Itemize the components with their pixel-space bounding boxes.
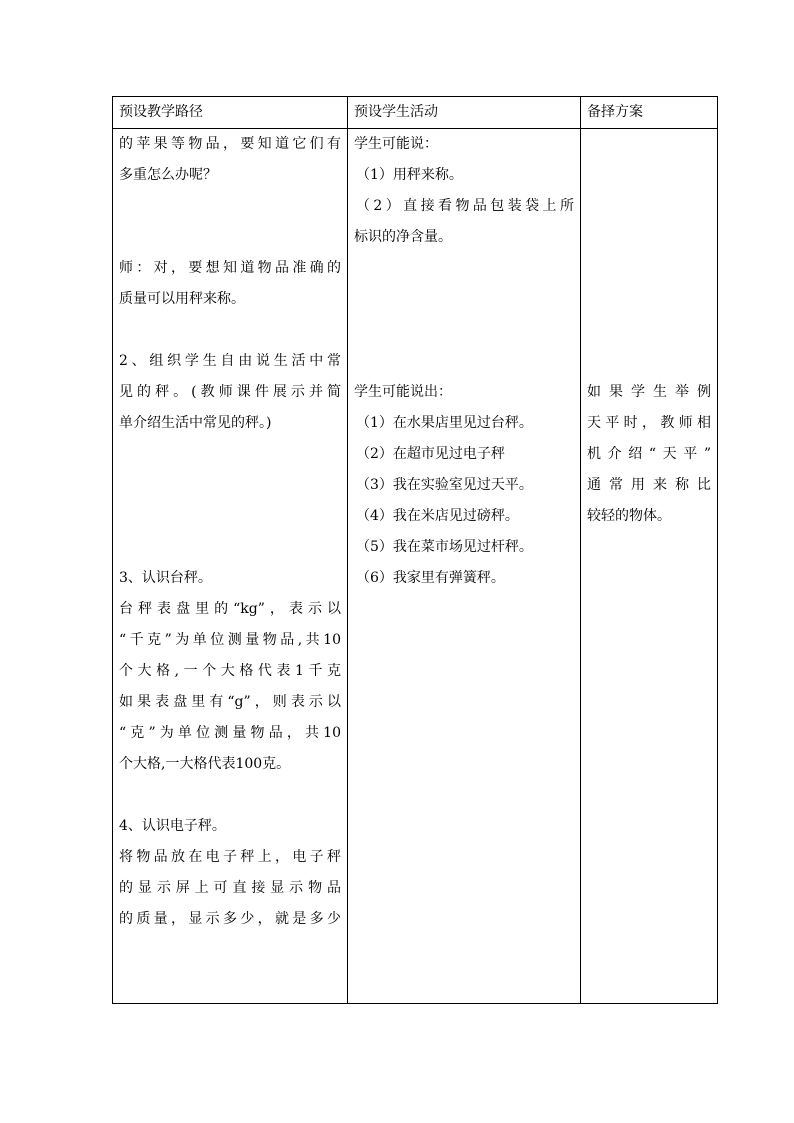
text-line: “克”为单位测量物品，共10	[119, 725, 341, 741]
header-teaching-path: 预设教学路径	[113, 97, 348, 129]
text-line: 3、认识台秤。	[119, 570, 212, 586]
table-header-row	[113, 97, 718, 129]
text-line: 标识的净含量。	[354, 229, 452, 245]
header-student-activity: 预设学生活动	[348, 97, 581, 129]
text-line: 见的秤。(教师课件展示并简	[119, 384, 341, 400]
text-line: 个大格,一大格代表100克。	[119, 756, 291, 772]
text-line: 学生可能说出：	[354, 384, 452, 400]
text-line: （2）在超市见过电子秤	[356, 446, 505, 462]
text-line: 如果学生举例	[587, 384, 711, 400]
text-line: 天平时，教师相	[587, 415, 711, 431]
text-line: “千克”为单位测量物品,共10	[119, 632, 341, 648]
text-line: 的质量，显示多少，就是多少	[119, 911, 341, 927]
alternative-plan-cell	[581, 129, 718, 1004]
text-line: （5）我在菜市场见过杆秤。	[356, 539, 533, 555]
text-line: （4）我在米店见过磅秤。	[356, 508, 519, 524]
header-alternative-plan: 备择方案	[581, 97, 718, 129]
text-line: 质量可以用秤来称。	[119, 291, 245, 307]
text-line: 将物品放在电子秤上，电子秤	[119, 849, 341, 865]
text-line: 的苹果等物品，要知道它们有	[119, 136, 341, 152]
text-line: （6）我家里有弹簧秤。	[356, 570, 505, 586]
text-line: 2、组织学生自由说生活中常	[119, 353, 341, 369]
text-line: 多重怎么办呢？	[119, 167, 217, 183]
text-line: （2）直接看物品包装袋上所	[356, 198, 574, 214]
text-line: 学生可能说：	[354, 136, 438, 152]
text-line: 机介绍“天平”	[587, 446, 711, 462]
text-line: （1）用秤来称。	[356, 167, 463, 183]
teaching-path-cell	[113, 129, 348, 1004]
text-line: 单介绍生活中常见的秤。)	[119, 415, 272, 431]
lesson-plan-table	[112, 96, 718, 1004]
text-line: 师：对，要想知道物品准确的	[119, 260, 341, 276]
text-line: 较轻的物体。	[587, 508, 671, 524]
table-row	[113, 129, 718, 1004]
text-line: 的显示屏上可直接显示物品	[119, 880, 341, 896]
text-line: 台秤表盘里的“kg”，表示以	[119, 601, 341, 617]
student-activity-cell	[348, 129, 581, 1004]
text-line: （1）在水果店里见过台秤。	[356, 415, 533, 431]
text-line: （3）我在实验室见过天平。	[356, 477, 533, 493]
text-line: 个大格,一个大格代表1千克	[119, 663, 341, 679]
text-line: 如果表盘里有“g”，则表示以	[119, 694, 341, 710]
text-line: 通常用来称比	[587, 477, 711, 493]
text-line: 4、认识电子秤。	[119, 818, 226, 834]
